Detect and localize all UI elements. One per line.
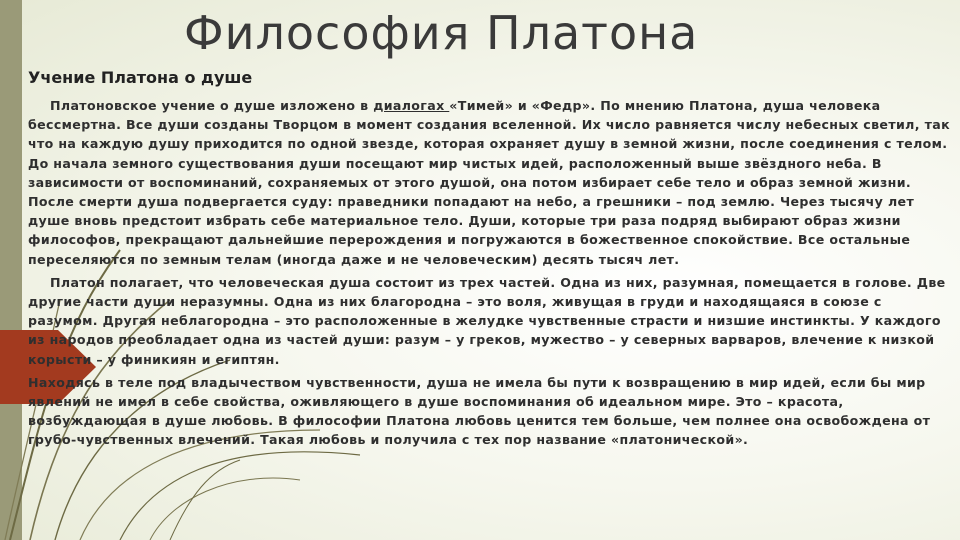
slide-body [28,96,952,454]
p1-text-after: «Тимей» и «Федр». По мнению Платона, душа человека бессмертна. Все души созданы Творцом в момент создания вселенной. Их число равняется числу небесных светил, так что на каждую душу приходится по одной звезде, которая охраняет душу в земной жизни, после соединения с телом. До начала земного существования души посещают мир чистых идей, расположенный выше звёздного неба. В зависимости от воспоминаний, сохраняемых от этого душой, она потом избирает себе тело и образ земной жизни. После смерти душа подвергается суду: праведники попадают на небо, а грешники – под землю. Через тысячу лет душе вновь предстоит избрать себе материальное тело. Души, которые три раза подряд выбирают образ жизни философов, прекращают дальнейшие перерождения и погружаются в божественное спокойствие. Все остальные переселяются по земным телам (иногда даже и не человеческим) десять тысяч лет. [28,98,950,267]
paragraph-2: Платон полагает, что человеческая душа состоит из трех частей. Одна из них, разумная, помещается в голове. Две другие части души неразумны. Одна из них благородна – это воля, живущая в груди и находящаяся в союзе с разумом. Другая неблагородна – это расположенные в желудке чувственные страсти и низшие инстинкты. У каждого из народов преобладает одна из частей души: разум – у греков, мужество – у северных варваров, влечение к низкой корысти – у финикиян и египтян. [28,274,946,367]
paragraph-3: Находясь в теле под владычеством чувственности, душа не имела бы пути к возвращению в мир идей, если бы мир явлений не имел в себе свойства, оживляющего в душе воспоминания об идеальном мире. Это – красота, возбуждающая в душе любовь. В философии Платона любовь ценится тем больше, чем полнее она освобождена от грубо-чувственных влечений. Такая любовь и получила с тех пор название «платонической». [28,374,931,448]
p1-text-before: Платоновское учение о душе изложено в [50,98,374,113]
slide-subtitle: Учение Платона о душе [28,68,253,87]
slide-title: Философия Платона [184,6,699,60]
paragraph-1 [28,96,952,269]
dialogues-link[interactable]: диалогах [373,98,450,113]
left-accent-bar [0,0,22,540]
